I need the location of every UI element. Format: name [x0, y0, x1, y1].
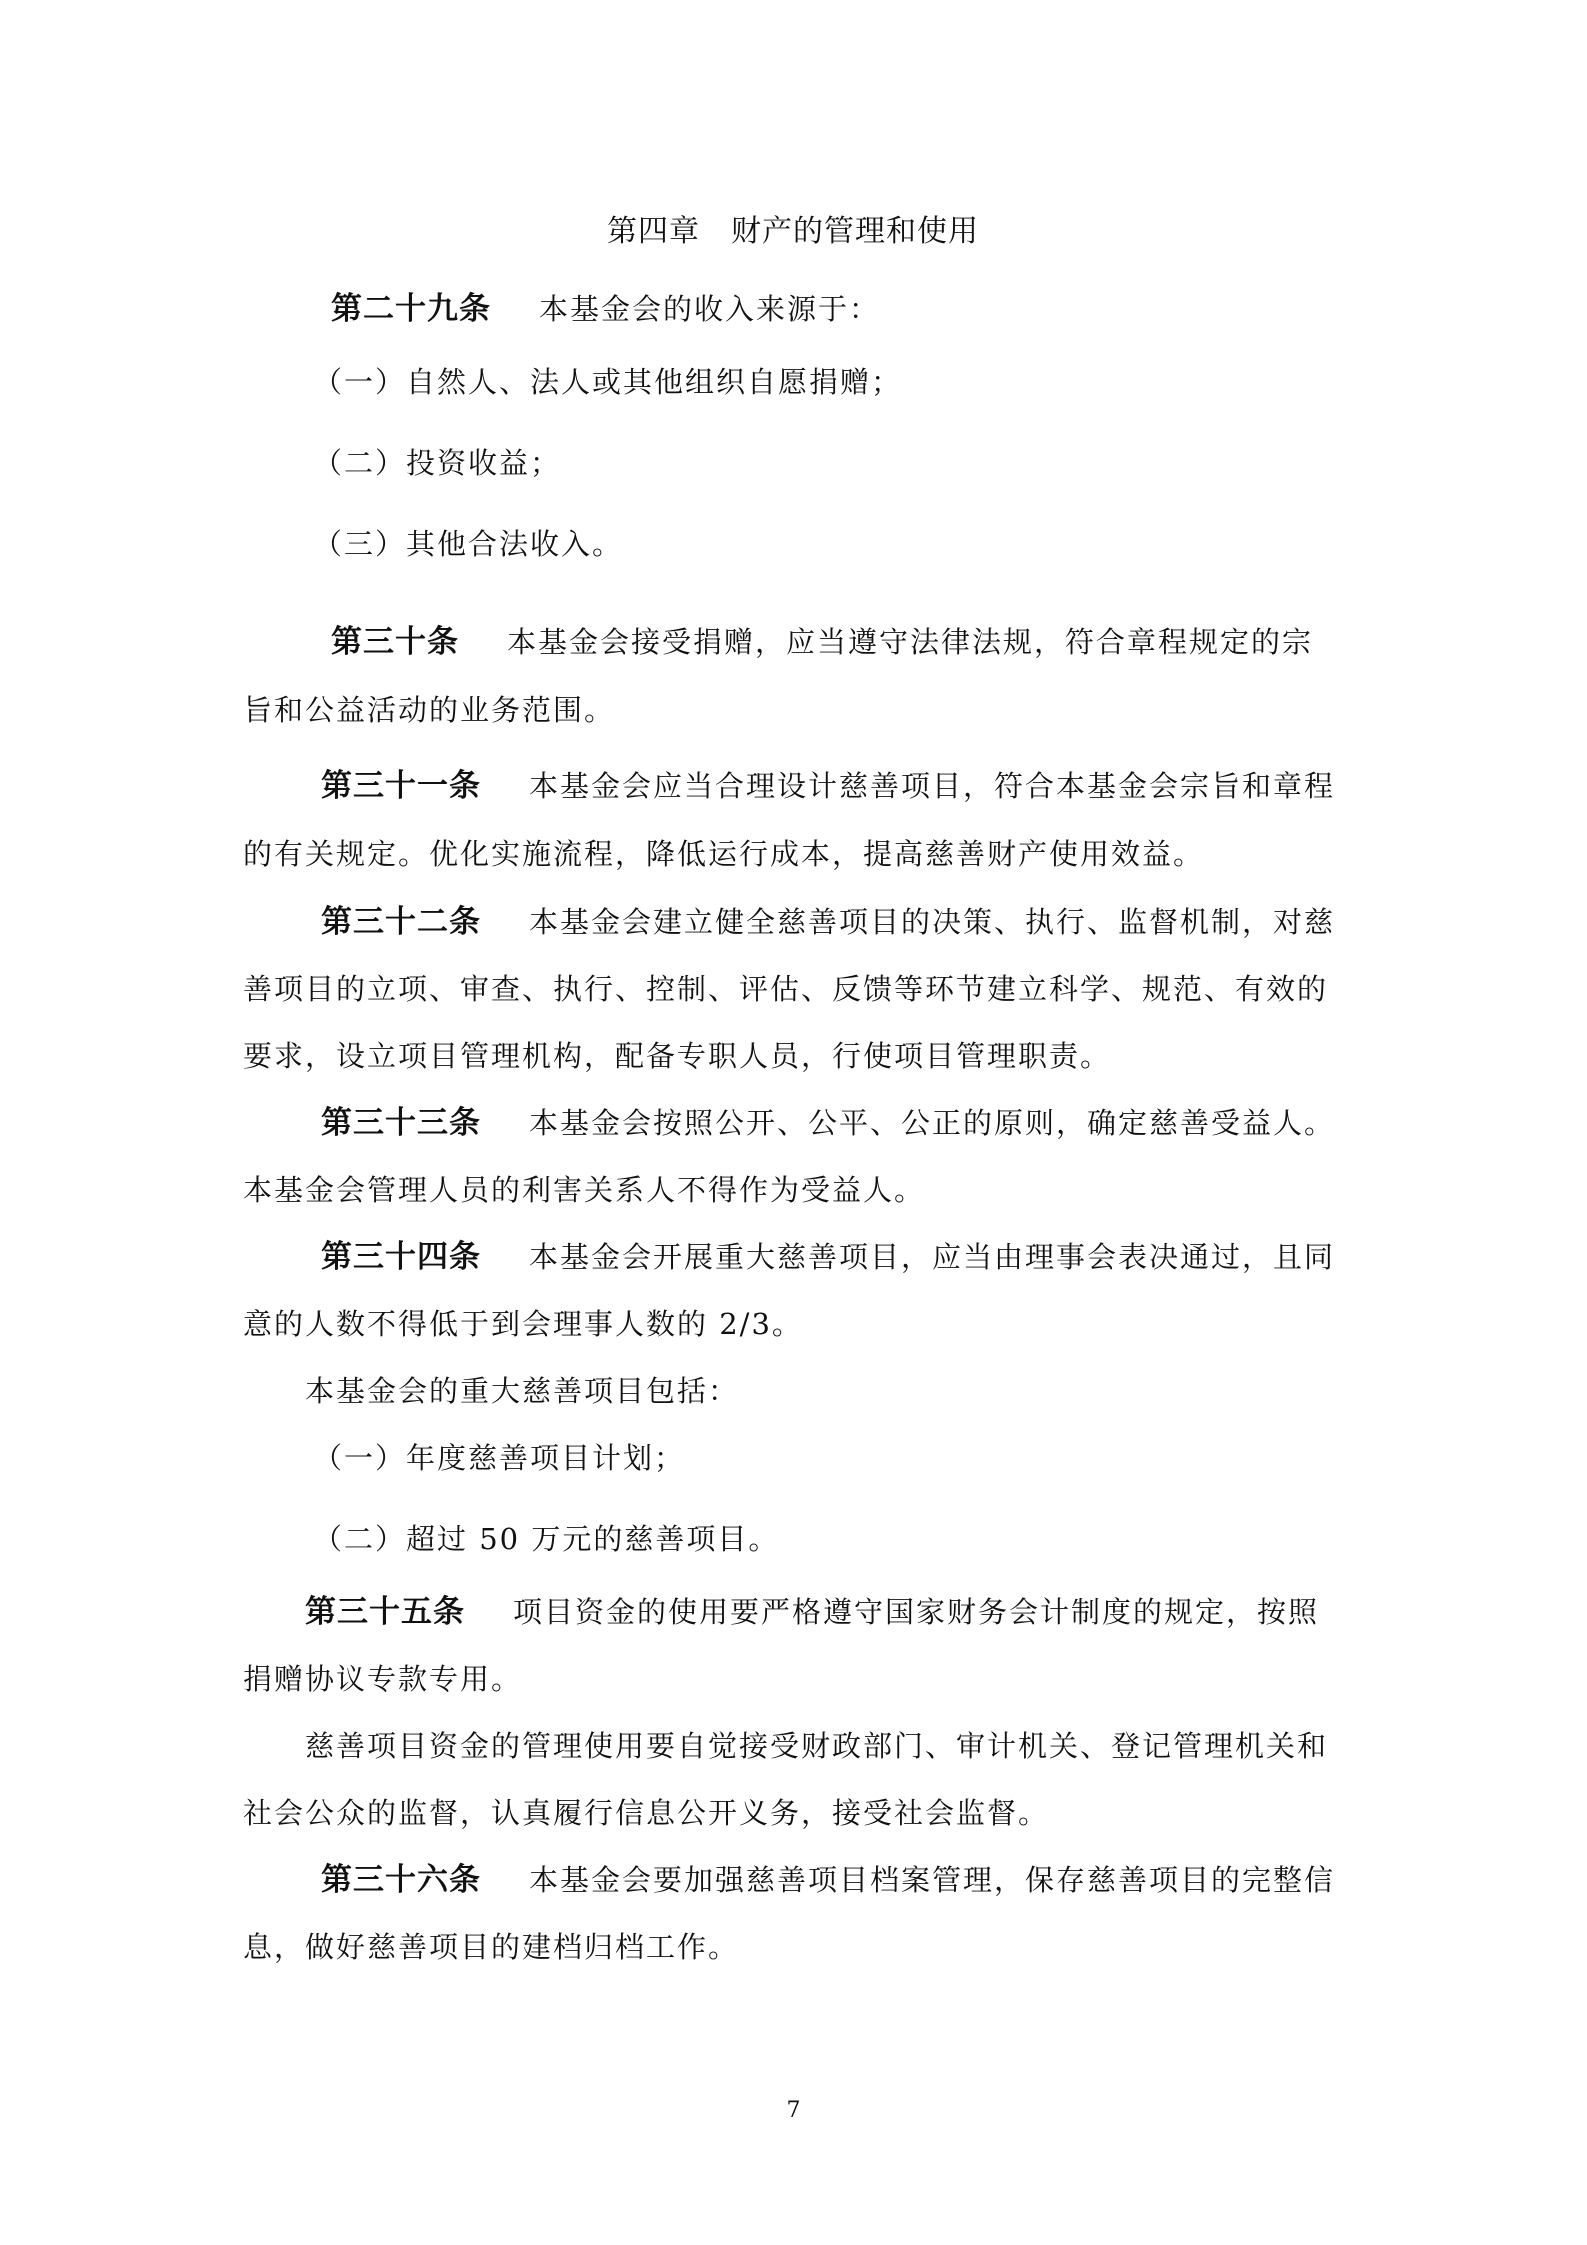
article-33-line-1: [321, 1101, 1335, 1145]
article-35-line-2: 捐赠协议专款专用。: [243, 1662, 523, 1696]
article-31-line-2: 的有关规定。优化实施流程，降低运行成本，提高慈善财产使用效益。: [243, 837, 1205, 871]
article-32-text-1: 本基金会建立健全慈善项目的决策、执行、监督机制，对慈: [529, 905, 1336, 939]
article-36-text-1: 本基金会要加强慈善项目档案管理，保存慈善项目的完整信: [529, 1863, 1336, 1897]
article-35-paragraph-2-line-1: 慈善项目资金的管理使用要自觉接受财政部门、审计机关、登记管理机关和: [305, 1729, 1329, 1763]
article-29-heading: [331, 287, 880, 331]
article-34-line-2: 意的人数不得低于到会理事人数的 2/3。: [243, 1307, 803, 1341]
article-35-text-1: 项目资金的使用要严格遵守国家财务会计制度的规定，按照: [513, 1595, 1320, 1629]
article-32-line-3: 要求，设立项目管理机构，配备专职人员，行使项目管理职责。: [243, 1039, 1112, 1073]
article-29-item-2: （二）投资收益；: [313, 446, 562, 480]
article-35-paragraph-2-line-2: 社会公众的监督，认真履行信息公开义务，接受社会监督。: [243, 1796, 1050, 1830]
article-29-item-1: （一）自然人、法人或其他组织自愿捐赠；: [313, 365, 903, 399]
article-29-text: 本基金会的收入来源于：: [539, 292, 881, 326]
article-31-text-1: 本基金会应当合理设计慈善项目，符合本基金会宗旨和章程: [529, 769, 1336, 803]
article-36-line-2: 息，做好慈善项目的建档归档工作。: [243, 1930, 740, 1964]
article-30-number: 第三十条: [331, 624, 459, 660]
article-33-text-1: 本基金会按照公开、公平、公正的原则，确定慈善受益人。: [529, 1106, 1336, 1140]
article-34-line-1: [321, 1235, 1335, 1279]
article-34-item-2: （二）超过 50 万元的慈善项目。: [313, 1522, 780, 1556]
article-35-line-1: [305, 1590, 1319, 1634]
article-30-line-1: [331, 620, 1313, 664]
article-36-line-1: [321, 1858, 1335, 1902]
article-33-number: 第三十三条: [321, 1105, 481, 1141]
article-32-line-2: 善项目的立项、审查、执行、控制、评估、反馈等环节建立科学、规范、有效的: [243, 972, 1329, 1006]
article-31-number: 第三十一条: [321, 768, 481, 804]
page-number: 7: [786, 2098, 801, 2123]
article-31-line-1: [321, 764, 1335, 808]
article-34-item-1: （一）年度慈善项目计划；: [313, 1441, 686, 1475]
article-34-text-1: 本基金会开展重大慈善项目，应当由理事会表决通过，且同: [529, 1240, 1336, 1274]
article-29-item-3: （三）其他合法收入。: [313, 527, 624, 561]
article-34-paragraph-2: 本基金会的重大慈善项目包括：: [305, 1374, 740, 1408]
article-32-line-1: [321, 900, 1335, 944]
article-30-text-1: 本基金会接受捐赠，应当遵守法律法规，符合章程规定的宗: [507, 625, 1314, 659]
article-32-number: 第三十二条: [321, 904, 481, 940]
article-34-number: 第三十四条: [321, 1239, 481, 1275]
article-29-number: 第二十九条: [331, 291, 491, 327]
article-36-number: 第三十六条: [321, 1862, 481, 1898]
chapter-title: 第四章 财产的管理和使用: [607, 214, 979, 249]
article-35-number: 第三十五条: [305, 1594, 465, 1630]
article-33-line-2: 本基金会管理人员的利害关系人不得作为受益人。: [243, 1173, 926, 1207]
article-30-line-2: 旨和公益活动的业务范围。: [243, 693, 616, 727]
